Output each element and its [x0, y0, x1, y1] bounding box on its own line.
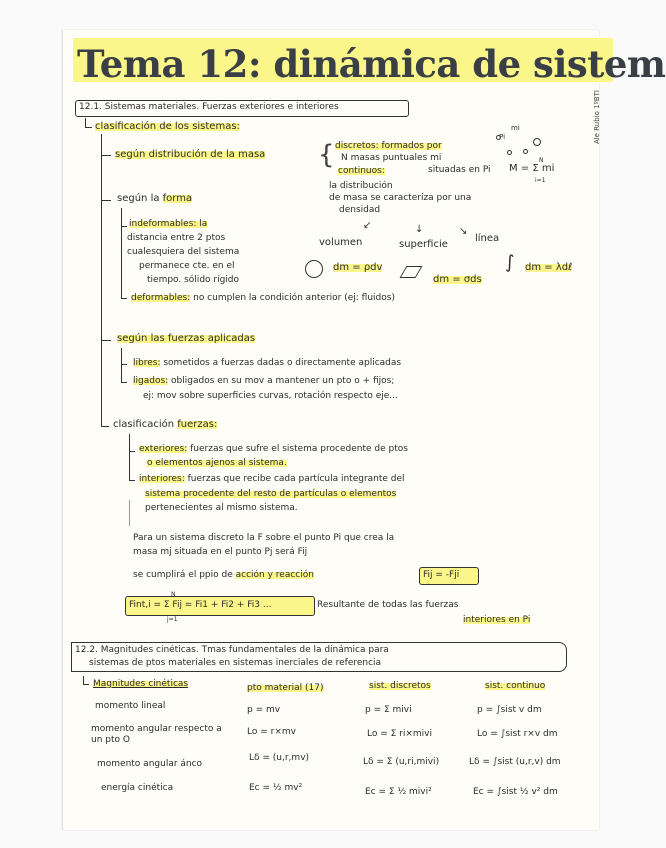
exterior-text: fuerzas que sufre el sistema procedente de ptos — [190, 444, 408, 454]
section-heading: 12.1. Sistemas materiales. Fuerzas exteriores e interiores — [79, 102, 339, 112]
cell-axial-continuous: Lδ = ∫sist (u,r,v) dm — [469, 757, 561, 767]
deformable-line — [131, 294, 395, 303]
surface-label: superficie — [399, 239, 448, 250]
bound-example: ej: mov sobre superficies curvas, rotación respecto eje... — [143, 391, 398, 401]
deformable-kw: deformables: — [131, 293, 191, 303]
resultant-text-b: interiores en Pi — [463, 615, 531, 625]
bound-kw: ligados: — [133, 376, 169, 386]
exterior-text-2: o elementos ajenos al sistema. — [147, 458, 287, 468]
volume-circle-icon — [305, 260, 323, 278]
interior-text: fuerzas que recibe cada partícula integrante del — [187, 474, 405, 484]
tree-line — [83, 684, 89, 685]
deformable-text: no cumplen la condición anterior (ej: fluidos) — [193, 293, 395, 303]
cell-axial-discrete: Lδ = Σ (u,ri,mivi) — [363, 757, 440, 767]
interior-line — [139, 475, 405, 484]
cell-axial-point: Lδ = (u,r,mv) — [249, 753, 310, 763]
tree-line — [85, 127, 92, 128]
by-shape-kw: forma — [162, 193, 193, 204]
interior-line-3: pertenecientes al mismo sistema. — [145, 503, 298, 513]
row-label-kinetic-energy: energía cinética — [101, 783, 174, 793]
cell-energy-discrete: Ec = Σ ½ mivi² — [365, 787, 432, 797]
internal-force-formula: Fint,i = Σ Fij = Fi1 + Fi2 + Fi3 ... — [129, 600, 272, 610]
interior-line-2 — [145, 490, 396, 499]
tree-line — [101, 344, 102, 426]
continuous-line-c: de masa se caracteriza por una — [329, 193, 472, 203]
mass-point — [523, 149, 528, 154]
notebook-page — [62, 30, 666, 830]
tree-line — [129, 480, 135, 481]
total-mass-formula: M = Σ mi — [509, 163, 555, 174]
by-shape: según la forma — [117, 193, 193, 204]
discrete-force-line-a: Para un sistema discreto la F sobre el punto Pi que crea la — [133, 533, 395, 543]
action-reaction-line — [133, 571, 314, 580]
classification-text: clasificación de los sistemas: — [95, 121, 240, 132]
tree-line — [121, 208, 122, 298]
indeformable-line-a — [129, 220, 207, 229]
col-header-continuous-text: sist. continuo — [485, 681, 546, 691]
forces-classification: clasificación fuerzas: — [113, 419, 218, 430]
classification-heading — [95, 122, 240, 132]
mass-point — [533, 138, 541, 146]
continuous-line-d: densidad — [339, 205, 381, 215]
discrete-definition — [335, 142, 442, 151]
discrete-force-line-b: masa mj situada en el punto Pj será Fij — [133, 547, 308, 557]
tree-line — [121, 298, 127, 299]
internal-force-upper-limit: N — [171, 591, 176, 598]
continuous-line-b: la distribución — [329, 181, 393, 191]
cell-angular-continuous: Lo = ∫sist r×v dm — [477, 729, 558, 739]
tree-line — [101, 134, 102, 344]
mass-point — [507, 150, 512, 155]
by-mass-distribution — [115, 150, 265, 160]
page-title: Tema 12: dinámica de sistem — [77, 42, 666, 86]
col-header-point — [247, 684, 324, 693]
cell-linear-discrete: p = Σ mivi — [365, 705, 412, 715]
cell-angular-point: Lo = r×mv — [247, 727, 296, 737]
kinetic-header — [93, 680, 188, 689]
col-header-discrete-text: sist. discretos — [369, 681, 431, 691]
volume-label: volumen — [319, 237, 363, 248]
by-forces-text: según las fuerzas aplicadas — [117, 333, 256, 344]
forces-kw: fuerzas: — [177, 419, 218, 430]
brace-mass: { — [318, 140, 335, 170]
author-signature: Ale Rubio 1ºBTI — [593, 90, 601, 145]
kinetic-header-text: Magnitudes cinéticas — [93, 679, 189, 689]
tree-line — [101, 340, 111, 341]
point-label-mass: mi — [511, 124, 520, 132]
cell-energy-continuous: Ec = ∫sist ½ v² dm — [473, 787, 558, 797]
tree-line — [121, 348, 122, 382]
row-label-linear-momentum: momento lineal — [95, 701, 166, 711]
cell-angular-discrete: Lo = Σ ri×mivi — [367, 729, 433, 739]
internal-force-lower-limit: j=1 — [167, 616, 178, 623]
free-kw: libres: — [133, 358, 161, 368]
sum-upper-limit: N — [539, 157, 544, 164]
line-label: línea — [475, 233, 500, 244]
indeformable-text: indeformables: la — [129, 219, 208, 229]
exterior-line-2 — [147, 459, 287, 468]
indeformable-line-b: distancia entre 2 ptos — [127, 233, 226, 243]
exterior-line — [139, 445, 408, 454]
tree-line — [121, 382, 127, 383]
free-text: sometidos a fuerzas dadas o directamente aplicadas — [163, 358, 402, 368]
tree-line — [101, 155, 111, 156]
discrete-masses: N masas puntuales mi — [341, 153, 442, 163]
cell-linear-continuous: p = ∫sist v dm — [477, 705, 542, 715]
surface-formula — [433, 275, 482, 285]
tree-line — [129, 434, 130, 480]
by-mass-text: según distribución de la masa — [115, 149, 266, 160]
action-reaction-formula: Fij = -Fji — [423, 570, 460, 580]
arrow-down-icon: ↘ — [459, 226, 468, 237]
line-formula-text: dm = λdℓ — [525, 262, 573, 273]
free-line — [133, 359, 401, 368]
col-header-discrete — [369, 682, 431, 691]
row-label-angular-momentum: momento angular respecto a un pto O — [91, 724, 222, 746]
indeformable-line-e: tiempo. sólido rígido — [147, 275, 240, 285]
line-formula — [525, 263, 572, 273]
tree-line — [101, 426, 109, 427]
sum-lower-limit: i=1 — [535, 177, 546, 184]
col-header-point-text: pto material (17) — [247, 683, 324, 693]
discrete-text: discretos: formados por — [335, 141, 442, 151]
point-label-position: Pi — [499, 133, 506, 141]
bound-text: obligados en su mov a mantener un pto o + fijos; — [171, 376, 395, 386]
surface-formula-text: dm = σds — [433, 274, 482, 285]
indeformable-line-c: cualesquiera del sistema — [127, 247, 240, 257]
continuous-definition — [338, 167, 385, 176]
cell-energy-point: Ec = ½ mv² — [249, 783, 303, 793]
action-reaction-prefix: se cumplirá el ppio de — [133, 570, 233, 580]
tree-line — [85, 118, 86, 127]
action-reaction-kw: acción y reacción — [235, 570, 314, 580]
resultant-line-a: Resultante de todas las fuerzas — [317, 600, 459, 610]
arrow-down-icon: ↙ — [363, 220, 372, 231]
line-curve-icon: ∫ — [505, 252, 515, 273]
surface-square-icon — [400, 266, 423, 278]
volume-formula — [333, 263, 382, 273]
section2-heading-a: 12.2. Magnitudes cinéticas. Tmas fundamentales de la dinámica para — [75, 645, 389, 655]
bound-line — [133, 377, 394, 386]
arrow-down-icon: ↓ — [415, 224, 424, 235]
interior-text-2: sistema procedente del resto de partículas o elementos — [145, 489, 397, 499]
interior-kw: interiores: — [139, 474, 185, 484]
col-header-continuous — [485, 682, 545, 691]
indeformable-line-d: permanece cte. en el — [139, 261, 235, 271]
tree-line — [83, 676, 84, 684]
mass-point — [496, 135, 501, 140]
tree-line — [121, 226, 127, 227]
discrete-location: situadas en Pi — [428, 165, 491, 175]
resultant-line-b — [463, 616, 530, 625]
row-label-axial-momentum: momento angular ánco — [97, 759, 203, 769]
exterior-kw: exteriores: — [139, 444, 188, 454]
tree-line — [129, 451, 135, 452]
tree-line-dashed — [129, 500, 130, 526]
continuous-text: continuos: — [338, 166, 385, 176]
section2-heading-b: sistemas de ptos materiales en sistemas inerciales de referencia — [89, 658, 382, 668]
volume-formula-text: dm = ρdv — [333, 262, 383, 273]
cell-linear-point: p = mv — [247, 705, 281, 715]
tree-line — [101, 200, 111, 201]
tree-line — [121, 364, 127, 365]
by-forces — [117, 334, 255, 344]
